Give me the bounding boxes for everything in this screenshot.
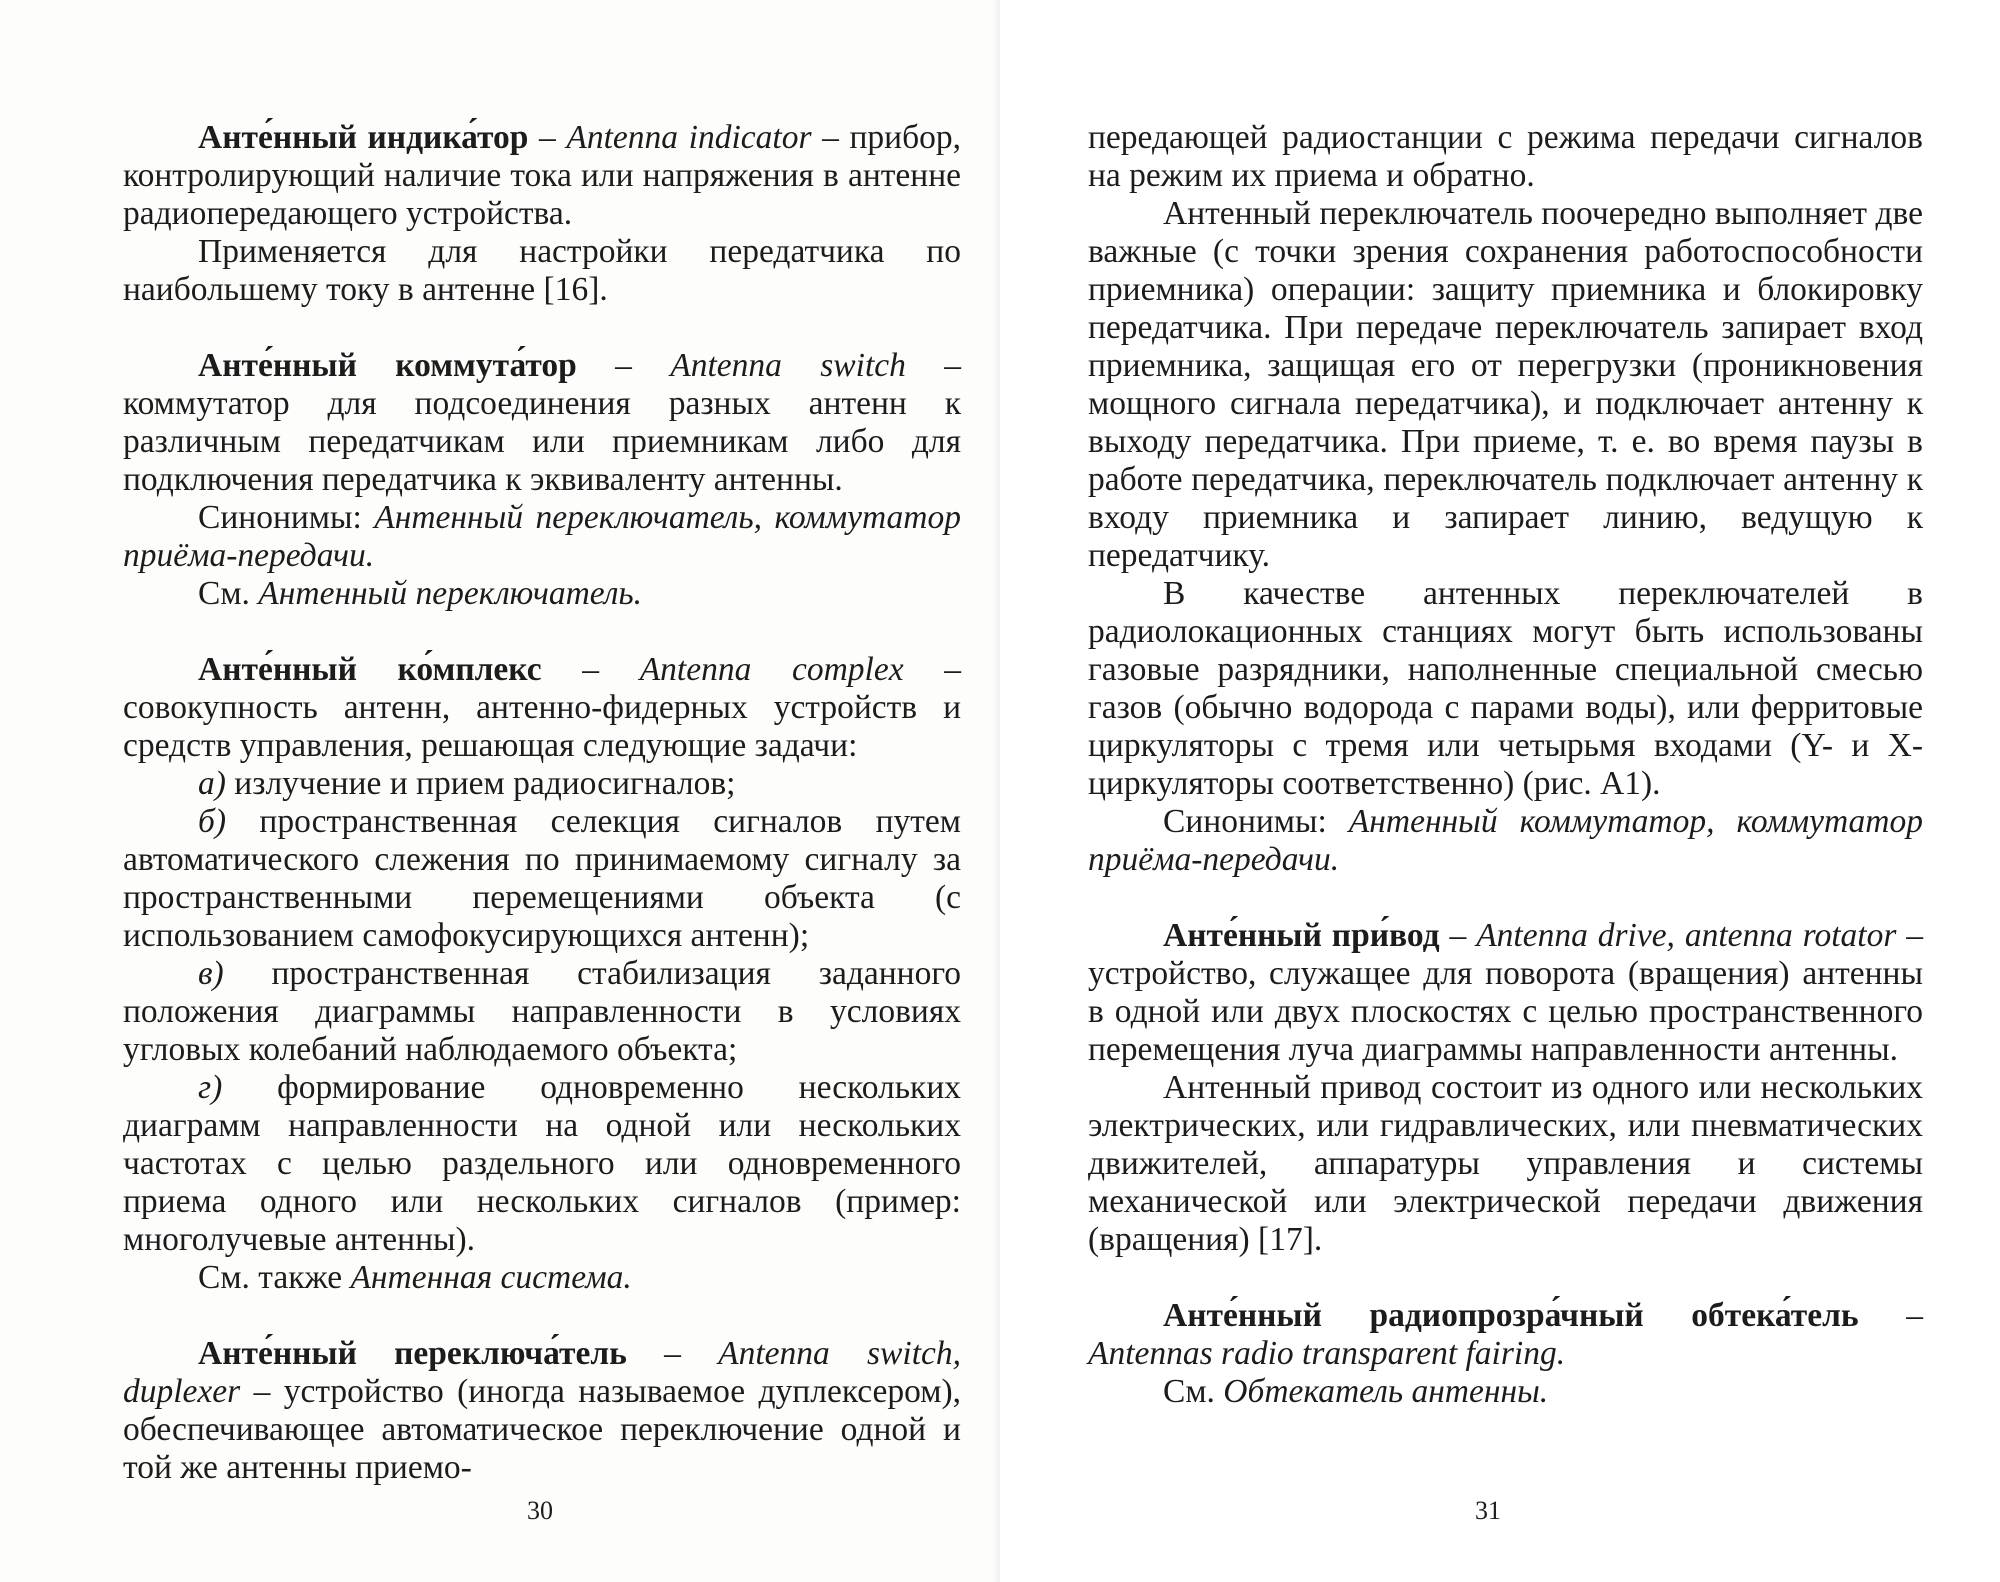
see-reference bbox=[123, 575, 961, 613]
see-target: Обтекатель антенны. bbox=[1223, 1373, 1549, 1410]
synonyms-text: Антенный коммутатор, коммутатор приёма-передачи. bbox=[1088, 803, 1923, 878]
entry-antenna-duplexer: Анте́нный переключа́тель – Antenna switch, duplexer – устройство (иногда называемое дуплексером), обеспечивающее автоматическое переключение одной и той же антенны приемо- bbox=[123, 1335, 961, 1486]
see-label: См. bbox=[198, 575, 250, 612]
synonyms-label: Синонимы: bbox=[198, 499, 362, 536]
term: Анте́нный при́вод bbox=[1163, 917, 1440, 954]
paragraph: Применяется для настройки передатчика по наибольшему току в антенне [16]. bbox=[123, 233, 961, 308]
entry-antenna-switch: Анте́нный коммута́тор – Antenna switch – коммутатор для подсоединения разных антенн к различным передатчикам или приемникам либо для подключения передатчика к эквиваленту антенны. bbox=[123, 347, 962, 498]
definition: совокупность антенн, антенно-фидерных устройств и средств управления, решающая следующие задачи: bbox=[123, 689, 961, 764]
term: Анте́нный индика́тор bbox=[198, 119, 529, 156]
synonyms bbox=[1088, 803, 1923, 879]
english-term: Antenna drive, antenna rotator bbox=[1476, 917, 1897, 954]
see-label: См. также bbox=[198, 1259, 343, 1296]
see-reference bbox=[123, 1259, 961, 1297]
english-term: Antennas radio transparent fairing. bbox=[1088, 1335, 1566, 1372]
right-page bbox=[1000, 0, 2000, 1582]
see-label: См. bbox=[1163, 1373, 1215, 1410]
item-letter: г) bbox=[198, 1069, 223, 1106]
paragraph: Антенный переключатель поочередно выполняет две важные (с точки зрения сохранения работоспособности приемника) операции: защиту приемника и блокировку передатчика. При передаче переключатель запирает вход приемника, защищая его от перегрузки (проникновения мощного сигнала передатчика), и подключает антенну к выходу передатчика. При приеме, т. е. во время паузы в работе передатчика, переключатель подключает антенну к входу приемника и запирает линию, ведущую к передатчику. bbox=[1088, 195, 1923, 574]
item-letter: а) bbox=[198, 765, 226, 802]
item-text: пространственная стабилизация заданного положения диаграммы направленности в условиях угловых колебаний наблюдаемого объекта; bbox=[123, 955, 961, 1068]
term: Анте́нный ко́мплекс bbox=[198, 651, 542, 688]
left-page-text bbox=[123, 119, 961, 1487]
definition: коммутатор для подсоединения разных антенн к различным передатчикам или приемникам либо для подключения передатчика к эквиваленту антенны. bbox=[123, 385, 961, 498]
term: Анте́нный коммута́тор bbox=[198, 347, 577, 384]
list-item bbox=[123, 765, 961, 803]
entry-antenna-complex: Анте́нный ко́мплекс – Antenna complex – совокупность антенн, антенно-фидерных устройств и средств управления, решающая следующие задачи: bbox=[123, 651, 962, 764]
item-text: излучение и прием радиосигналов; bbox=[234, 765, 736, 802]
entry-antenna-indicator: Анте́нный индика́тор – Antenna indicator – прибор, контролирующий наличие тока или напряжения в антенне радиопередающего устройства. bbox=[123, 119, 962, 232]
term: Анте́нный переключа́тель bbox=[198, 1335, 627, 1372]
page-number-left: 30 bbox=[527, 1496, 553, 1525]
page-number-right: 31 bbox=[1475, 1496, 1501, 1525]
continued-text: передающей радиостанции с режима передачи сигналов на режим их приема и обратно. bbox=[1088, 119, 1923, 194]
term: Анте́нный радиопрозра́чный обтека́тель bbox=[1163, 1297, 1859, 1334]
definition: прибор, контролирующий наличие тока или напряжения в антенне радиопередающего устройства. bbox=[123, 119, 962, 232]
see-reference bbox=[1088, 1373, 1923, 1411]
see-target: Антенная система. bbox=[350, 1259, 632, 1296]
english-term: Antenna switch, duplexer bbox=[123, 1335, 961, 1410]
item-letter: в) bbox=[198, 955, 224, 992]
paragraph: Антенный привод состоит из одного или нескольких электрических, или гидравлических, или пневматических движителей, аппаратуры управления и системы механической или электрической передачи движения (вращения) [17]. bbox=[1088, 1069, 1923, 1258]
item-text: пространственная селекция сигналов путем автоматического слежения по принимаемому сигналу за пространственными перемещениями объекта (с использованием самофокусирующихся антенн); bbox=[123, 803, 961, 954]
english-term: Antenna switch bbox=[670, 347, 906, 384]
paragraph: В качестве антенных переключателей в радиолокационных станциях могут быть использованы газовые разрядники, наполненные специальной смесью газов (обычно водорода с парами воды), или ферритовые циркуляторы с тремя или четырьмя входами (Y- и X-циркуляторы соответственно) (рис. А1). bbox=[1088, 575, 1923, 802]
item-text: формирование одновременно нескольких диаграмм направленности на одной или нескольких частотах с целью раздельного или одновременного приема одного или нескольких сигналов (пример: многолучевые антенны). bbox=[123, 1069, 961, 1258]
see-target: Антенный переключатель. bbox=[258, 575, 643, 612]
english-term: Antenna complex bbox=[639, 651, 904, 688]
list-item bbox=[123, 1069, 961, 1259]
synonyms bbox=[123, 499, 961, 575]
right-page-text bbox=[1088, 119, 1923, 1411]
synonyms-label: Синонимы: bbox=[1163, 803, 1327, 840]
definition: устройство, служащее для поворота (вращения) антенны в одной или двух плоскостях с целью пространственного перемещения луча диаграммы направленности антенны. bbox=[1088, 955, 1923, 1068]
definition: устройство (иногда называемое дуплексером), обеспечивающее автоматическое переключение одной и той же антенны приемо- bbox=[123, 1373, 961, 1486]
entry-antenna-radome: Анте́нный радиопрозра́чный обтека́тель – Antennas radio transparent fairing. bbox=[1088, 1297, 1923, 1372]
item-letter: б) bbox=[198, 803, 227, 840]
list-item bbox=[123, 803, 961, 955]
synonyms-text: Антенный переключатель, коммутатор приёма-передачи. bbox=[123, 499, 961, 574]
entry-antenna-drive: Анте́нный при́вод – Antenna drive, antenna rotator – устройство, служащее для поворота (вращения) антенны в одной или двух плоскостях с целью пространственного перемещения луча диаграммы направленности антенны. bbox=[1088, 917, 1924, 1068]
english-term: Antenna indicator bbox=[566, 119, 812, 156]
list-item bbox=[123, 955, 961, 1069]
